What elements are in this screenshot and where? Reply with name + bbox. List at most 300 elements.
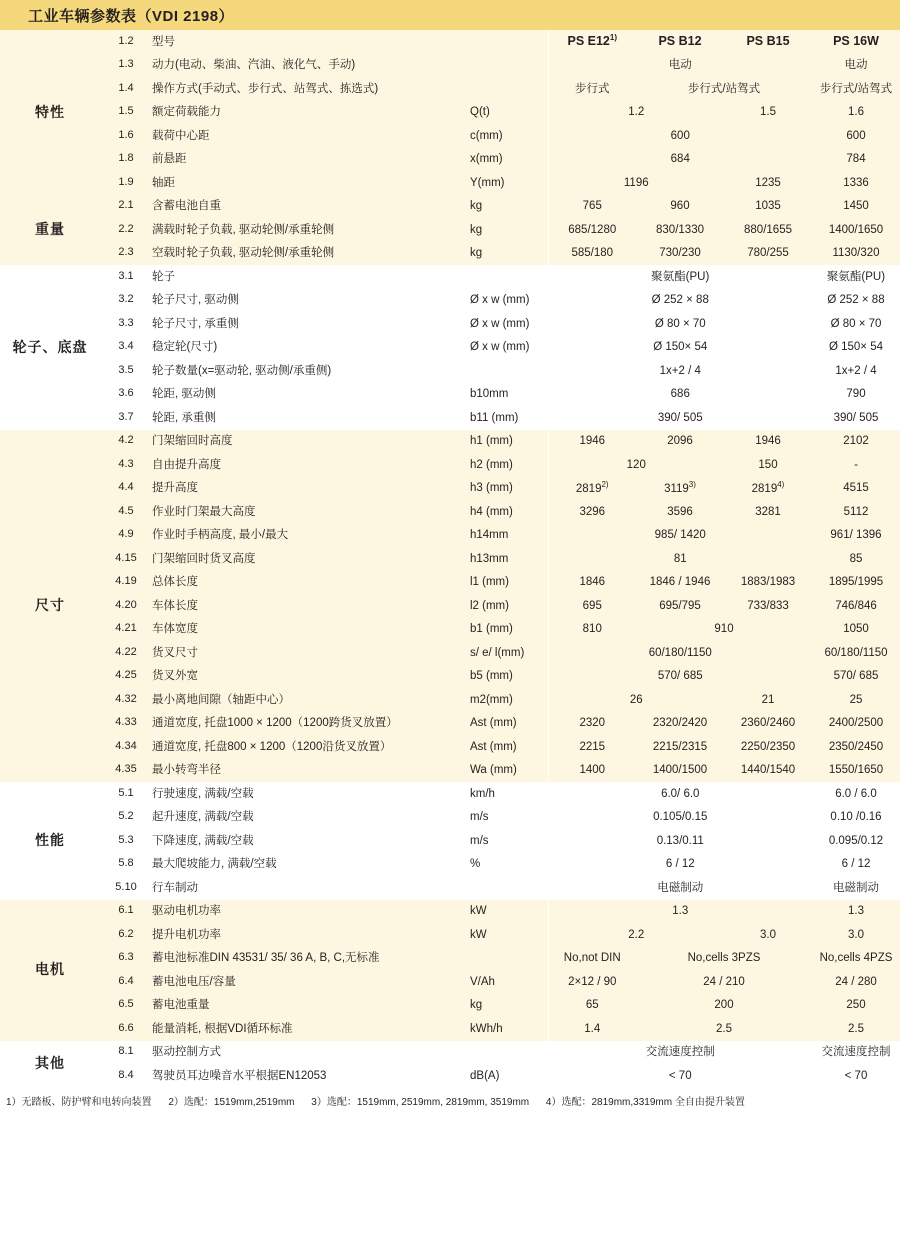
row-description: 轮距, 驱动侧 xyxy=(152,388,216,401)
value-cell: 电磁制动 xyxy=(833,881,879,894)
value-cell: 21 xyxy=(761,693,775,706)
row-unit: h2 (mm) xyxy=(470,458,513,471)
value-cell: 1.5 xyxy=(760,106,776,119)
footnotes xyxy=(0,1088,900,1120)
value-cell: 960 xyxy=(670,200,690,213)
value-cell: 1235 xyxy=(755,176,781,189)
table-row xyxy=(0,477,900,501)
table-row xyxy=(0,524,900,548)
value-cell: Ø 252 × 88 xyxy=(827,294,885,307)
value-cell: 1x+2 / 4 xyxy=(835,364,877,377)
row-unit: Ø x w (mm) xyxy=(470,341,530,354)
spec-table xyxy=(0,30,900,1088)
group-label: 电机 xyxy=(0,900,100,1041)
value-cell: 2360/2460 xyxy=(740,717,796,730)
value-cell: 2250/2350 xyxy=(740,740,796,753)
row-unit: m2(mm) xyxy=(470,693,513,706)
value-cell: 1336 xyxy=(843,176,869,189)
row-description: 轮子尺寸, 承重侧 xyxy=(152,317,239,330)
value-cell: 交流速度控制 xyxy=(821,1046,891,1059)
value-cell: 1400/1650 xyxy=(828,223,884,236)
value-cell: 1400/1500 xyxy=(652,764,708,777)
value-cell: 1946 xyxy=(755,435,781,448)
value-cell: 2819$^{4)}$ xyxy=(751,480,785,495)
value-cell: 1846 / 1946 xyxy=(649,576,711,589)
table-row xyxy=(0,665,900,689)
value-cell: 6.0/ 6.0 xyxy=(548,782,812,806)
value-cell: 2.2 xyxy=(548,923,724,947)
row-number: 8.1 xyxy=(118,1045,134,1058)
row-number: 4.3 xyxy=(118,457,134,470)
row-number: 5.10 xyxy=(115,880,137,893)
value-cell: 聚氨酯(PU) xyxy=(548,265,812,289)
row-description: 动力(电动、柴油、汽油、液化气、手动) xyxy=(152,59,356,72)
row-unit: m/s xyxy=(470,811,489,824)
value-cell: 24 / 280 xyxy=(835,975,877,988)
value-cell: 2.5 xyxy=(848,1022,864,1035)
value-cell: 780/255 xyxy=(747,247,789,260)
value-cell: 1883/1983 xyxy=(740,576,796,589)
table-row xyxy=(0,641,900,665)
row-unit: dB(A) xyxy=(470,1069,500,1082)
value-cell: Ø 150× 54 xyxy=(828,341,884,354)
row-number: 6.5 xyxy=(118,998,134,1011)
value-cell: 6 / 12 xyxy=(548,853,812,877)
table-row xyxy=(0,618,900,642)
group-label: 轮子、底盘 xyxy=(0,265,100,430)
value-cell: 1440/1540 xyxy=(740,764,796,777)
footnote-4: 4）选配：2819mm,3319mm 全自由提升装置 xyxy=(545,1096,745,1108)
table-row xyxy=(0,312,900,336)
row-unit: Ø x w (mm) xyxy=(470,317,530,330)
value-cell: 3296 xyxy=(548,500,636,524)
value-cell: 2.5 xyxy=(716,1022,732,1035)
row-unit: kg xyxy=(470,247,483,260)
page-title: 工业车辆参数表（VDI 2198） xyxy=(0,0,900,30)
value-cell: 0.13/0.11 xyxy=(548,829,812,853)
value-cell: 784 xyxy=(846,153,866,166)
row-description: 最小离地间隙（轴距中心） xyxy=(152,693,290,706)
table-row xyxy=(0,782,900,806)
row-unit: Q(t) xyxy=(470,106,490,119)
value-cell: 686 xyxy=(548,383,812,407)
group-label: 重量 xyxy=(0,195,100,266)
value-cell: 步行式/站驾式 xyxy=(687,82,761,95)
value-cell: 0.105/0.15 xyxy=(548,806,812,830)
row-unit xyxy=(470,359,548,383)
row-unit xyxy=(470,947,548,971)
row-description: 总体长度 xyxy=(152,576,198,589)
row-unit: kW xyxy=(470,905,487,918)
row-number: 5.2 xyxy=(118,810,134,823)
row-unit: h1 (mm) xyxy=(470,435,513,448)
value-cell: 733/833 xyxy=(747,599,789,612)
table-row xyxy=(0,359,900,383)
value-cell: 790 xyxy=(846,388,866,401)
row-number: 3.6 xyxy=(118,387,134,400)
row-number: 1.3 xyxy=(118,58,134,71)
table-row xyxy=(0,994,900,1018)
row-number: 4.4 xyxy=(118,481,134,494)
value-cell: 570/ 685 xyxy=(548,665,812,689)
row-description: 前悬距 xyxy=(152,153,187,166)
spec-table-body xyxy=(0,30,900,1088)
row-number: 1.8 xyxy=(118,152,134,165)
value-cell: 600 xyxy=(548,124,812,148)
table-row xyxy=(0,148,900,172)
row-number: 5.8 xyxy=(118,857,134,870)
value-cell: 81 xyxy=(548,547,812,571)
row-description: 提升高度 xyxy=(152,482,198,495)
value-cell: 200 xyxy=(714,999,734,1012)
value-cell: 26 xyxy=(548,688,724,712)
footnote-marker: 1) xyxy=(609,33,617,43)
value-cell: 步行式/站驾式 xyxy=(819,82,893,95)
value-cell: 250 xyxy=(846,999,866,1012)
row-description: 货叉外宽 xyxy=(152,670,198,683)
value-cell: 2215/2315 xyxy=(652,740,708,753)
table-row xyxy=(0,124,900,148)
row-number: 4.2 xyxy=(118,434,134,447)
row-number: 6.6 xyxy=(118,1021,134,1034)
row-description: 作业时手柄高度, 最小/最大 xyxy=(152,529,289,542)
row-description: 能量消耗, 根据VDI循环标准 xyxy=(152,1022,293,1035)
value-cell: 600 xyxy=(846,129,866,142)
table-row xyxy=(0,218,900,242)
table-row xyxy=(0,829,900,853)
value-cell: 1196 xyxy=(548,171,724,195)
value-cell: Ø 80 × 70 xyxy=(548,312,812,336)
row-unit: c(mm) xyxy=(470,129,503,142)
value-cell: 60/180/1150 xyxy=(824,646,888,659)
row-description: 载荷中心距 xyxy=(152,129,210,142)
row-number: 3.1 xyxy=(118,269,134,282)
value-cell: 聚氨酯(PU) xyxy=(826,270,886,283)
row-description: 稳定轮(尺寸) xyxy=(152,341,218,354)
value-cell: 5112 xyxy=(843,505,869,518)
table-row xyxy=(0,900,900,924)
row-number: 4.33 xyxy=(115,716,137,729)
value-cell: 570/ 685 xyxy=(833,670,879,683)
value-cell: 步行式 xyxy=(548,77,636,101)
value-cell: 6.0 / 6.0 xyxy=(835,787,877,800)
row-unit: kW xyxy=(470,928,487,941)
value-cell: 765 xyxy=(548,195,636,219)
value-cell: 120 xyxy=(548,453,724,477)
value-cell: 电动 xyxy=(844,59,868,72)
row-number: 4.20 xyxy=(115,598,137,611)
row-description: 货叉尺寸 xyxy=(152,646,198,659)
value-cell: < 70 xyxy=(844,1069,868,1082)
footnote-3: 3）选配：1519mm, 2519mm, 2819mm, 3519mm xyxy=(311,1096,530,1108)
row-description: 自由提升高度 xyxy=(152,458,221,471)
row-number: 4.34 xyxy=(115,739,137,752)
table-row xyxy=(0,453,900,477)
table-row xyxy=(0,54,900,78)
group-label: 尺寸 xyxy=(0,430,100,783)
group-label: 其他 xyxy=(0,1041,100,1088)
model-header-cell: PS E12$^{1)}$ xyxy=(548,30,636,54)
value-cell: 910 xyxy=(714,623,734,636)
value-cell: 65 xyxy=(548,994,636,1018)
row-number: 8.4 xyxy=(118,1068,134,1081)
value-cell: 1.4 xyxy=(548,1017,636,1041)
row-number: 2.1 xyxy=(118,199,134,212)
value-cell: 2096 xyxy=(667,435,693,448)
row-number: 3.5 xyxy=(118,363,134,376)
row-description: 提升电机功率 xyxy=(152,928,221,941)
row-number: 1.5 xyxy=(118,105,134,118)
row-unit: kg xyxy=(470,999,483,1012)
row-number: 4.25 xyxy=(115,669,137,682)
row-unit: h14mm xyxy=(470,529,509,542)
value-cell: 685/1280 xyxy=(548,218,636,242)
row-description: 轮子尺寸, 驱动侧 xyxy=(152,294,239,307)
value-cell: 2×12 / 90 xyxy=(548,970,636,994)
value-cell: 电磁制动 xyxy=(548,876,812,900)
row-description: 轮子 xyxy=(152,270,175,283)
value-cell: 1450 xyxy=(843,200,869,213)
row-description: 轴距 xyxy=(152,176,175,189)
table-row xyxy=(0,1064,900,1088)
row-description: 通道宽度, 托盘800 × 1200（1200沿货叉放置） xyxy=(152,740,392,753)
value-cell: 1946 xyxy=(548,430,636,454)
row-unit: km/h xyxy=(470,787,495,800)
value-cell: 961/ 1396 xyxy=(830,529,882,542)
value-cell: 810 xyxy=(548,618,636,642)
value-cell: 1895/1995 xyxy=(828,576,884,589)
row-number: 4.22 xyxy=(115,645,137,658)
row-number: 2.3 xyxy=(118,246,134,259)
table-row xyxy=(0,336,900,360)
row-number: 1.9 xyxy=(118,175,134,188)
value-cell: 3.0 xyxy=(848,928,864,941)
value-cell: 1550/1650 xyxy=(828,764,884,777)
value-cell: 2350/2450 xyxy=(828,740,884,753)
row-description: 行车制动 xyxy=(152,881,198,894)
row-number: 6.3 xyxy=(118,951,134,964)
row-unit: s/ e/ l(mm) xyxy=(470,646,525,659)
row-unit: % xyxy=(470,858,481,871)
table-row xyxy=(0,430,900,454)
value-cell: 1x+2 / 4 xyxy=(548,359,812,383)
row-description: 最小转弯半径 xyxy=(152,764,221,777)
value-cell: 24 / 210 xyxy=(703,975,745,988)
row-unit: x(mm) xyxy=(470,153,503,166)
row-number: 4.5 xyxy=(118,504,134,517)
value-cell: 684 xyxy=(548,148,812,172)
value-cell: 3281 xyxy=(755,505,781,518)
value-cell: 6 / 12 xyxy=(841,858,871,871)
value-cell: 746/846 xyxy=(835,599,877,612)
row-number: 4.35 xyxy=(115,763,137,776)
footnote-marker: 4) xyxy=(777,480,785,490)
row-number: 5.3 xyxy=(118,833,134,846)
table-row xyxy=(0,759,900,783)
row-description: 蓄电池电压/容量 xyxy=(152,975,236,988)
row-description: 蓄电池重量 xyxy=(152,999,210,1012)
table-row xyxy=(0,242,900,266)
row-description: 轮子数量(x=驱动轮, 驱动侧/承重侧) xyxy=(152,364,332,377)
value-cell: 1.3 xyxy=(548,900,812,924)
table-row xyxy=(0,712,900,736)
row-unit: Ast (mm) xyxy=(470,717,517,730)
row-unit: kg xyxy=(470,223,483,236)
value-cell: Ø 252 × 88 xyxy=(548,289,812,313)
row-number: 4.19 xyxy=(115,575,137,588)
model-header-cell: PS B12 xyxy=(658,33,702,48)
footnote-2: 2）选配：1519mm,2519mm xyxy=(168,1096,295,1108)
value-cell: 390/ 505 xyxy=(833,411,879,424)
row-number: 6.4 xyxy=(118,974,134,987)
value-cell: 1846 xyxy=(548,571,636,595)
value-cell: 880/1655 xyxy=(744,223,792,236)
row-description: 额定荷载能力 xyxy=(152,106,221,119)
row-description: 含蓄电池自重 xyxy=(152,200,221,213)
value-cell: 585/180 xyxy=(548,242,636,266)
row-description: 车体宽度 xyxy=(152,623,198,636)
table-row xyxy=(0,923,900,947)
value-cell: 695/795 xyxy=(659,599,701,612)
table-row xyxy=(0,594,900,618)
row-description: 驱动控制方式 xyxy=(152,1046,221,1059)
table-row xyxy=(0,406,900,430)
model-header-cell: PS 16W xyxy=(833,33,879,48)
row-number: 4.9 xyxy=(118,528,134,541)
row-description: 下降速度, 满载/空载 xyxy=(152,834,254,847)
value-cell: No,cells 3PZS xyxy=(687,952,761,965)
row-unit xyxy=(470,265,548,289)
row-description: 门架缩回时货叉高度 xyxy=(152,552,256,565)
row-number: 4.15 xyxy=(115,551,137,564)
value-cell: 电动 xyxy=(548,54,812,78)
table-row xyxy=(0,30,900,54)
row-description: 操作方式(手动式、步行式、站驾式、拣选式) xyxy=(152,82,379,95)
table-row xyxy=(0,970,900,994)
row-number: 1.2 xyxy=(118,34,134,47)
value-cell: 1.2 xyxy=(548,101,724,125)
row-unit: b10mm xyxy=(470,388,509,401)
row-description: 驾驶员耳边噪音水平根据EN12053 xyxy=(152,1069,327,1082)
model-header-cell: PS B15 xyxy=(746,33,790,48)
row-description: 作业时门架最大高度 xyxy=(152,505,256,518)
value-cell: 1130/320 xyxy=(832,247,880,260)
row-description: 空载时轮子负载, 驱动轮侧/承重轮侧 xyxy=(152,247,335,260)
table-row xyxy=(0,688,900,712)
row-unit xyxy=(470,1041,548,1065)
row-description: 蓄电池标准DIN 43531/ 35/ 36 A, B, C,无标准 xyxy=(152,952,380,965)
value-cell: 1035 xyxy=(755,200,781,213)
value-cell: Ø 150× 54 xyxy=(548,336,812,360)
value-cell: 60/180/1150 xyxy=(548,641,812,665)
table-row xyxy=(0,735,900,759)
row-number: 3.2 xyxy=(118,293,134,306)
table-row xyxy=(0,947,900,971)
group-label: 特性 xyxy=(0,30,100,195)
row-unit: kWh/h xyxy=(470,1022,503,1035)
row-unit: h13mm xyxy=(470,552,509,565)
value-cell: 695 xyxy=(548,594,636,618)
row-number: 2.2 xyxy=(118,222,134,235)
group-label: 性能 xyxy=(0,782,100,900)
value-cell: 150 xyxy=(758,458,778,471)
value-cell: 2400/2500 xyxy=(828,717,884,730)
row-description: 驱动电机功率 xyxy=(152,905,221,918)
value-cell: 1400 xyxy=(548,759,636,783)
row-unit: Ø x w (mm) xyxy=(470,294,530,307)
row-unit: l2 (mm) xyxy=(470,599,509,612)
row-description: 通道宽度, 托盘1000 × 1200（1200跨货叉放置） xyxy=(152,717,398,730)
value-cell: 3.0 xyxy=(760,928,776,941)
row-unit: h3 (mm) xyxy=(470,482,513,495)
value-cell: - xyxy=(854,458,858,471)
table-row xyxy=(0,101,900,125)
table-row xyxy=(0,571,900,595)
row-number: 6.2 xyxy=(118,927,134,940)
value-cell: 2819$^{2)}$ xyxy=(548,477,636,501)
row-description: 最大爬坡能力, 满载/空载 xyxy=(152,858,277,871)
row-unit: l1 (mm) xyxy=(470,576,509,589)
value-cell: 1.6 xyxy=(848,106,864,119)
table-row xyxy=(0,265,900,289)
value-cell: 2102 xyxy=(843,435,869,448)
value-cell: 0.095/0.12 xyxy=(828,834,884,847)
table-row xyxy=(0,195,900,219)
value-cell: No,cells 4PZS xyxy=(819,952,893,965)
row-unit: m/s xyxy=(470,834,489,847)
value-cell: Ø 80 × 70 xyxy=(830,317,882,330)
value-cell: 3119$^{3)}$ xyxy=(664,480,696,495)
table-row xyxy=(0,876,900,900)
row-description: 车体长度 xyxy=(152,599,198,612)
row-unit: V/Ah xyxy=(470,975,495,988)
value-cell: 830/1330 xyxy=(656,223,704,236)
row-description: 门架缩回时高度 xyxy=(152,435,233,448)
row-unit xyxy=(470,876,548,900)
value-cell: 985/ 1420 xyxy=(548,524,812,548)
value-cell: 2215 xyxy=(548,735,636,759)
table-row xyxy=(0,853,900,877)
value-cell: 730/230 xyxy=(659,247,701,260)
row-unit: b1 (mm) xyxy=(470,623,513,636)
row-unit: b11 (mm) xyxy=(470,411,519,424)
value-cell: 25 xyxy=(849,693,863,706)
row-description: 满载时轮子负载, 驱动轮侧/承重轮侧 xyxy=(152,223,335,236)
value-cell: 1.3 xyxy=(848,905,864,918)
table-row xyxy=(0,289,900,313)
row-number: 3.4 xyxy=(118,340,134,353)
row-number: 3.7 xyxy=(118,410,134,423)
value-cell: 2320/2420 xyxy=(652,717,708,730)
value-cell: 85 xyxy=(849,552,863,565)
table-row xyxy=(0,1041,900,1065)
value-cell: < 70 xyxy=(548,1064,812,1088)
table-row xyxy=(0,77,900,101)
value-cell: 390/ 505 xyxy=(548,406,812,430)
row-number: 1.4 xyxy=(118,81,134,94)
row-unit: b5 (mm) xyxy=(470,670,513,683)
row-number: 4.21 xyxy=(115,622,137,635)
value-cell: 3596 xyxy=(667,505,693,518)
table-row xyxy=(0,1017,900,1041)
footnote-1: 1）无踏板、防护臂和电转向装置 xyxy=(6,1096,152,1108)
row-unit: h4 (mm) xyxy=(470,505,513,518)
row-unit: Ast (mm) xyxy=(470,740,517,753)
value-cell: 0.10 /0.16 xyxy=(830,811,882,824)
value-cell: 2320 xyxy=(548,712,636,736)
table-row xyxy=(0,547,900,571)
value-cell: 1050 xyxy=(843,623,869,636)
